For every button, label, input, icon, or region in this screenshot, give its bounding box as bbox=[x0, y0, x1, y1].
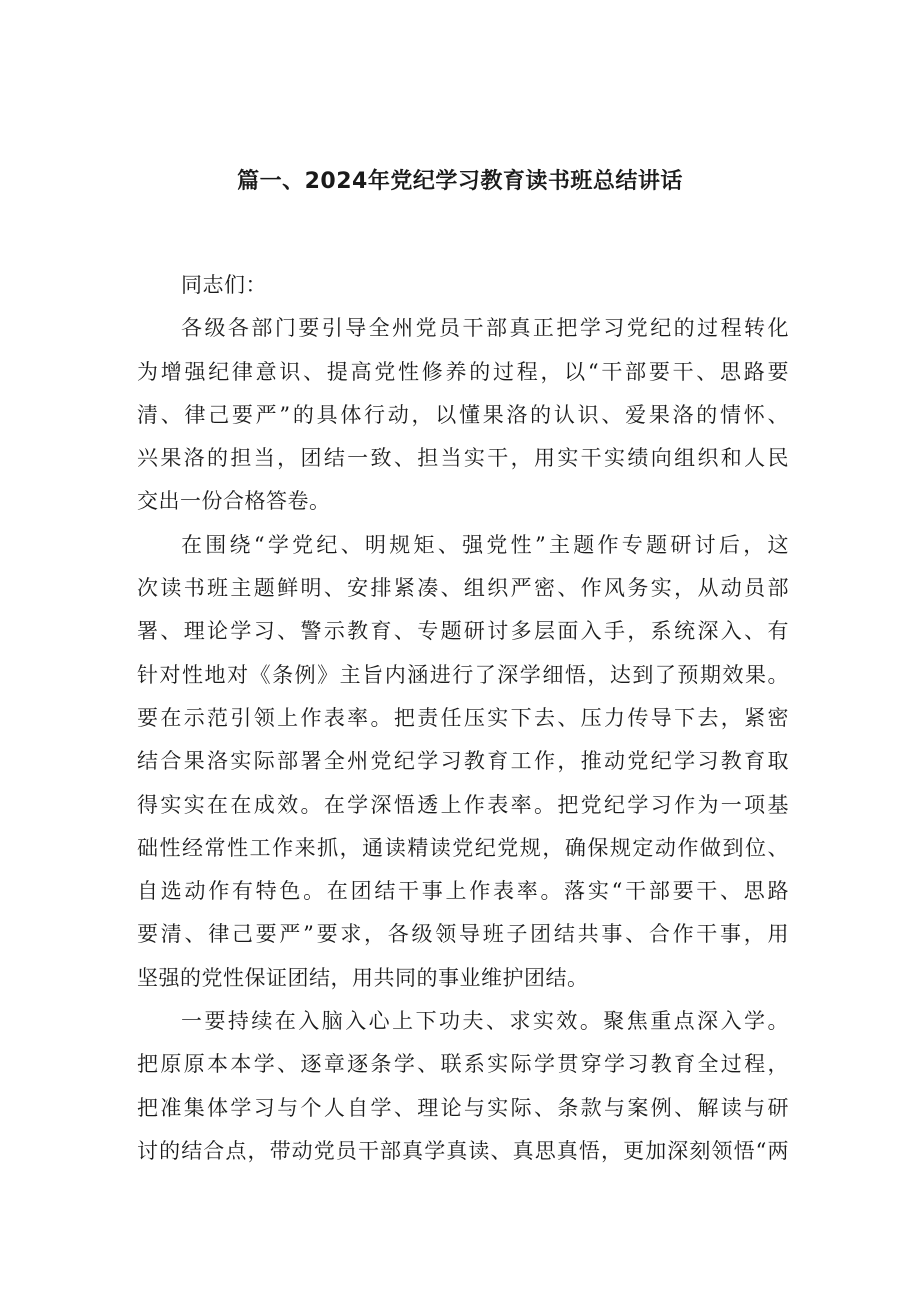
paragraph-2-line: 署、理论学习、警示教育、专题研讨多层面入手，系统深入、有 bbox=[137, 619, 789, 644]
paragraph-1-line: 为增强纪律意识、提高党性修养的过程，以“干部要干、思路要 bbox=[137, 359, 789, 384]
paragraph-3-line: 把原原本本学、逐章逐条学、联系实际学贯穿学习教育全过程， bbox=[137, 1052, 789, 1077]
paragraph-1-line: 交出一份合格答卷。 bbox=[137, 489, 331, 514]
paragraph-2-line: 针对性地对《条例》主旨内涵进行了深学细悟，达到了预期效果。 bbox=[137, 662, 789, 687]
paragraph-1-line: 清、律己要严”的具体行动，以懂果洛的认识、爱果洛的情怀、 bbox=[137, 402, 789, 427]
paragraph-2-line: 次读书班主题鲜明、安排紧凑、组织严密、作风务实，从动员部 bbox=[137, 576, 789, 601]
paragraph-2-line: 自选动作有特色。在团结干事上作表率。落实“干部要干、思路 bbox=[137, 879, 789, 904]
paragraph-1-line: 各级各部门要引导全州党员干部真正把学习党纪的过程转化 bbox=[181, 316, 789, 341]
salutation: 同志们： bbox=[181, 273, 267, 297]
paragraph-2-line: 础性经常性工作来抓，通读精读党纪党规，确保规定动作做到位、 bbox=[137, 835, 789, 860]
paragraph-3-line: 一要持续在入脑入心上下功夫、求实效。聚焦重点深入学。 bbox=[181, 1009, 789, 1034]
paragraph-3-line: 讨的结合点，带动党员干部真学真读、真思真悟，更加深刻领悟“两 bbox=[137, 1138, 789, 1163]
paragraph-2-line: 结合果洛实际部署全州党纪学习教育工作，推动党纪学习教育取 bbox=[137, 749, 789, 774]
paragraph-3-line: 把准集体学习与个人自学、理论与实际、条款与案例、解读与研 bbox=[137, 1095, 789, 1120]
document-title: 篇一、2024年党纪学习教育读书班总结讲话 bbox=[237, 169, 683, 194]
paragraph-2-line: 得实实在在成效。在学深悟透上作表率。把党纪学习作为一项基 bbox=[137, 792, 789, 817]
paragraph-2-line: 要清、律己要严”要求，各级领导班子团结共事、合作干事，用 bbox=[137, 922, 789, 947]
paragraph-2-line: 在围绕“学党纪、明规矩、强党性”主题作专题研讨后，这 bbox=[181, 532, 789, 557]
document-body bbox=[137, 264, 789, 1173]
paragraph-2-line: 要在示范引领上作表率。把责任压实下去、压力传导下去，紧密 bbox=[137, 705, 789, 730]
paragraph-1-line: 兴果洛的担当，团结一致、担当实干，用实干实绩向组织和人民 bbox=[137, 446, 789, 471]
paragraph-2-line: 坚强的党性保证团结，用共同的事业维护团结。 bbox=[137, 965, 589, 990]
